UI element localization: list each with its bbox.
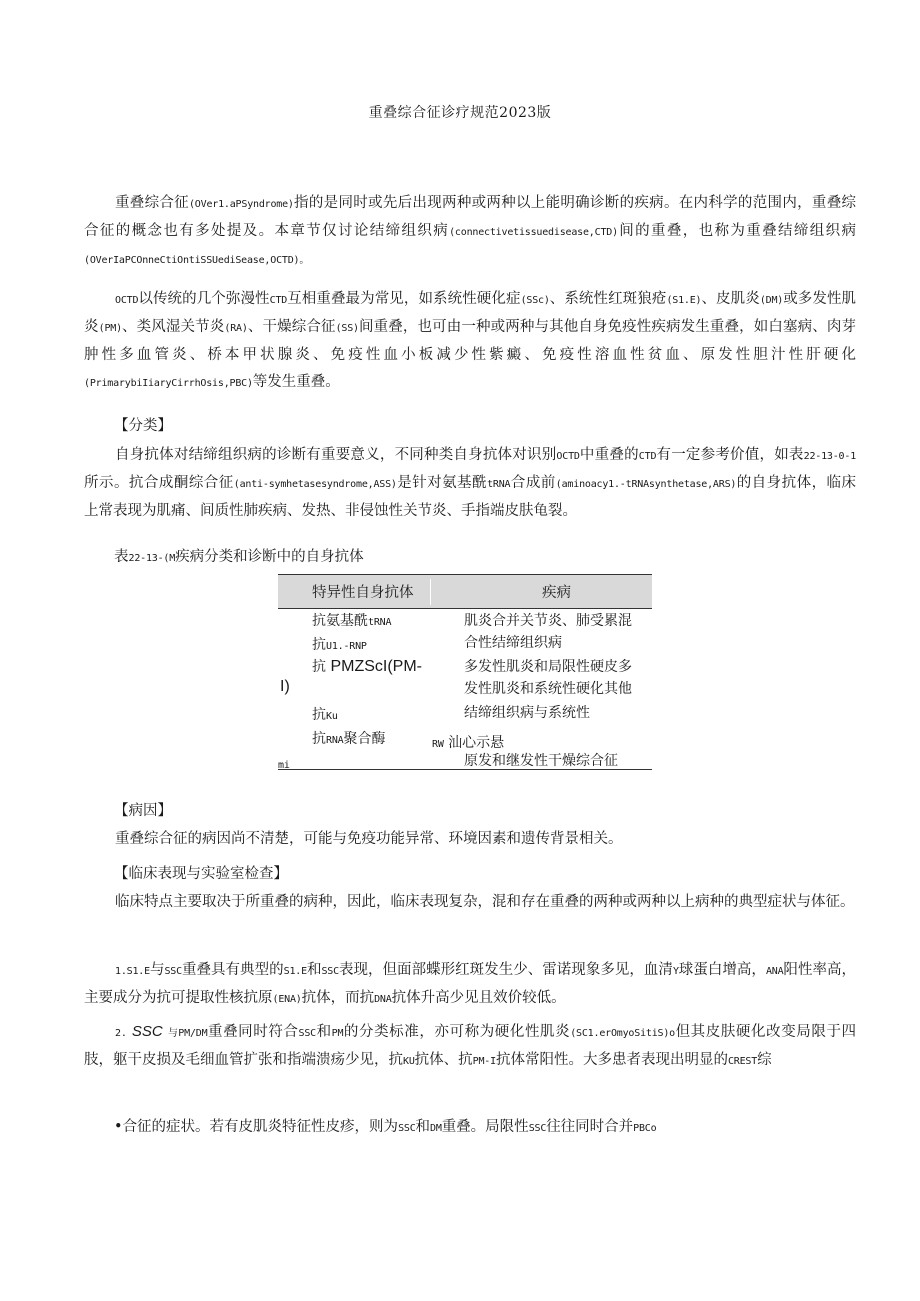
clinical-paragraph-3: 2. SSC 与PM/DM重叠同时符合SSC和PM的分类标准，亦可称为硬化性肌炎(SC1.erOmyoSitiS)o但其皮肤硬化改变局限于四肢，躯干皮损及毛细血管扩张和指端溃疡少见，抗KU抗体、抗PM-I抗体常阳性。大多患者表现出明显的CREST综 <box>84 1023 857 1068</box>
antibody-cell: 抗 PMZScI(PM- <box>312 658 422 675</box>
document-title: 重叠综合征诊疗规范2023版 <box>368 105 552 121</box>
disease-cell: 合性结缔组织病 <box>464 635 562 651</box>
antibody-cell: 抗Ku <box>312 707 338 723</box>
etiology-paragraph: 重叠综合征的病因尚不清楚，可能与免疫功能异常、环境因素和遗传背景相关。 <box>115 831 623 847</box>
disease-cell: 结缔组织病与系统性 <box>464 705 590 721</box>
clinical-paragraph-2: 1.S1.E与SSC重叠具有典型的S1.E和SSC表现，但面部蝶形红斑发生少、雷诺现象多见，血清Y球蛋白增高，ANA阳性率高，主要成分为抗可提取性核抗原(ENA)抗体，而抗DNA抗体升高少见且效价较低。 <box>84 962 857 1006</box>
antibody-cell: 抗RNA聚合酶 <box>312 731 386 747</box>
antibody-cell: mi <box>278 760 290 771</box>
antibody-cell: I) <box>280 678 290 695</box>
header-antibody: 特异性自身抗体 <box>312 585 414 601</box>
classification-paragraph: 自身抗体对结缔组织病的诊断有重要意义，不同种类自身抗体对识别OCTD中重叠的CTD有一定参考价值，如表22-13-0-1所示。抗合成酮综合征(anti-symhetasesyndrome,ASS)是针对氨基酰tRNA合成前(aminoacy1.-tRNAsynthetase,ARS)的自身抗体，临床上常表现为肌痛、间质性肺疾病、发热、非侵蚀性关节炎、手指端皮肤龟裂。 <box>84 447 857 519</box>
disease-cell: 多发性肌炎和局限性硬皮多 <box>464 659 632 675</box>
disease-cell: 发性肌炎和系统性硬化其他 <box>464 681 632 697</box>
clinical-paragraph-4: •合征的症状。若有皮肌炎特征性皮疹，则为SSC和DM重叠。局限性SSC往往同时合并PBCo <box>114 1119 657 1135</box>
disease-cell: RW 汕心示悬 <box>432 735 505 751</box>
disease-cell: 原发和继发性干燥综合征 <box>464 753 618 769</box>
table-caption: 表22-13-(M疾病分类和诊断中的自身抗体 <box>114 549 364 565</box>
classification-heading: 【分类】 <box>114 418 172 434</box>
etiology-heading: 【病因】 <box>114 803 172 819</box>
header-disease: 疾病 <box>542 585 571 601</box>
antibody-cell: 抗氨基酰tRNA <box>312 613 392 629</box>
antibody-cell: 抗U1.-RNP <box>312 637 367 653</box>
disease-cell: 肌炎合并关节炎、肺受累混 <box>464 613 632 629</box>
table-header-row <box>278 574 652 609</box>
intro-paragraph-2: OCTD以传统的几个弥漫性CTD互相重叠最为常见，如系统性硬化症(SSc)、系统性红斑狼疮(S1.E)、皮肌炎(DM)或多发性肌炎(PM)、类风湿关节炎(RA)、干燥综合征(SS)间重叠，也可由一种或两种与其他自身免疫性疾病发生重叠，如白塞病、肉芽肿性多血管炎、桥本甲状腺炎、免疫性血小板减少性紫癜、免疫性溶血性贫血、原发性胆汁性肝硬化(PrimarybiIiaryCirrhOsis,PBC)等发生重叠。 <box>84 291 857 390</box>
autoantibody-table <box>278 574 652 772</box>
header-divider <box>430 579 431 605</box>
clinical-paragraph-1: 临床特点主要取决于所重叠的病种，因此，临床表现复杂，混和存在重叠的两种或两种以上病种的典型症状与体征。 <box>115 894 855 910</box>
intro-paragraph-1: 重叠综合征(OVer1.aPSyndrome)指的是同时或先后出现两种或两种以上能明确诊断的疾病。在内科学的范围内，重叠综合征的概念也有多处提及。本章节仅讨论结缔组织病(connectivetissuedisease,CTD)间的重叠，也称为重叠结缔组织病(OVerIaPCOnneCtiOntiSSUediSease,OCTD)。 <box>84 195 857 266</box>
table-bottom-rule <box>278 769 652 770</box>
clinical-heading: 【临床表现与实验室检查】 <box>114 866 288 882</box>
